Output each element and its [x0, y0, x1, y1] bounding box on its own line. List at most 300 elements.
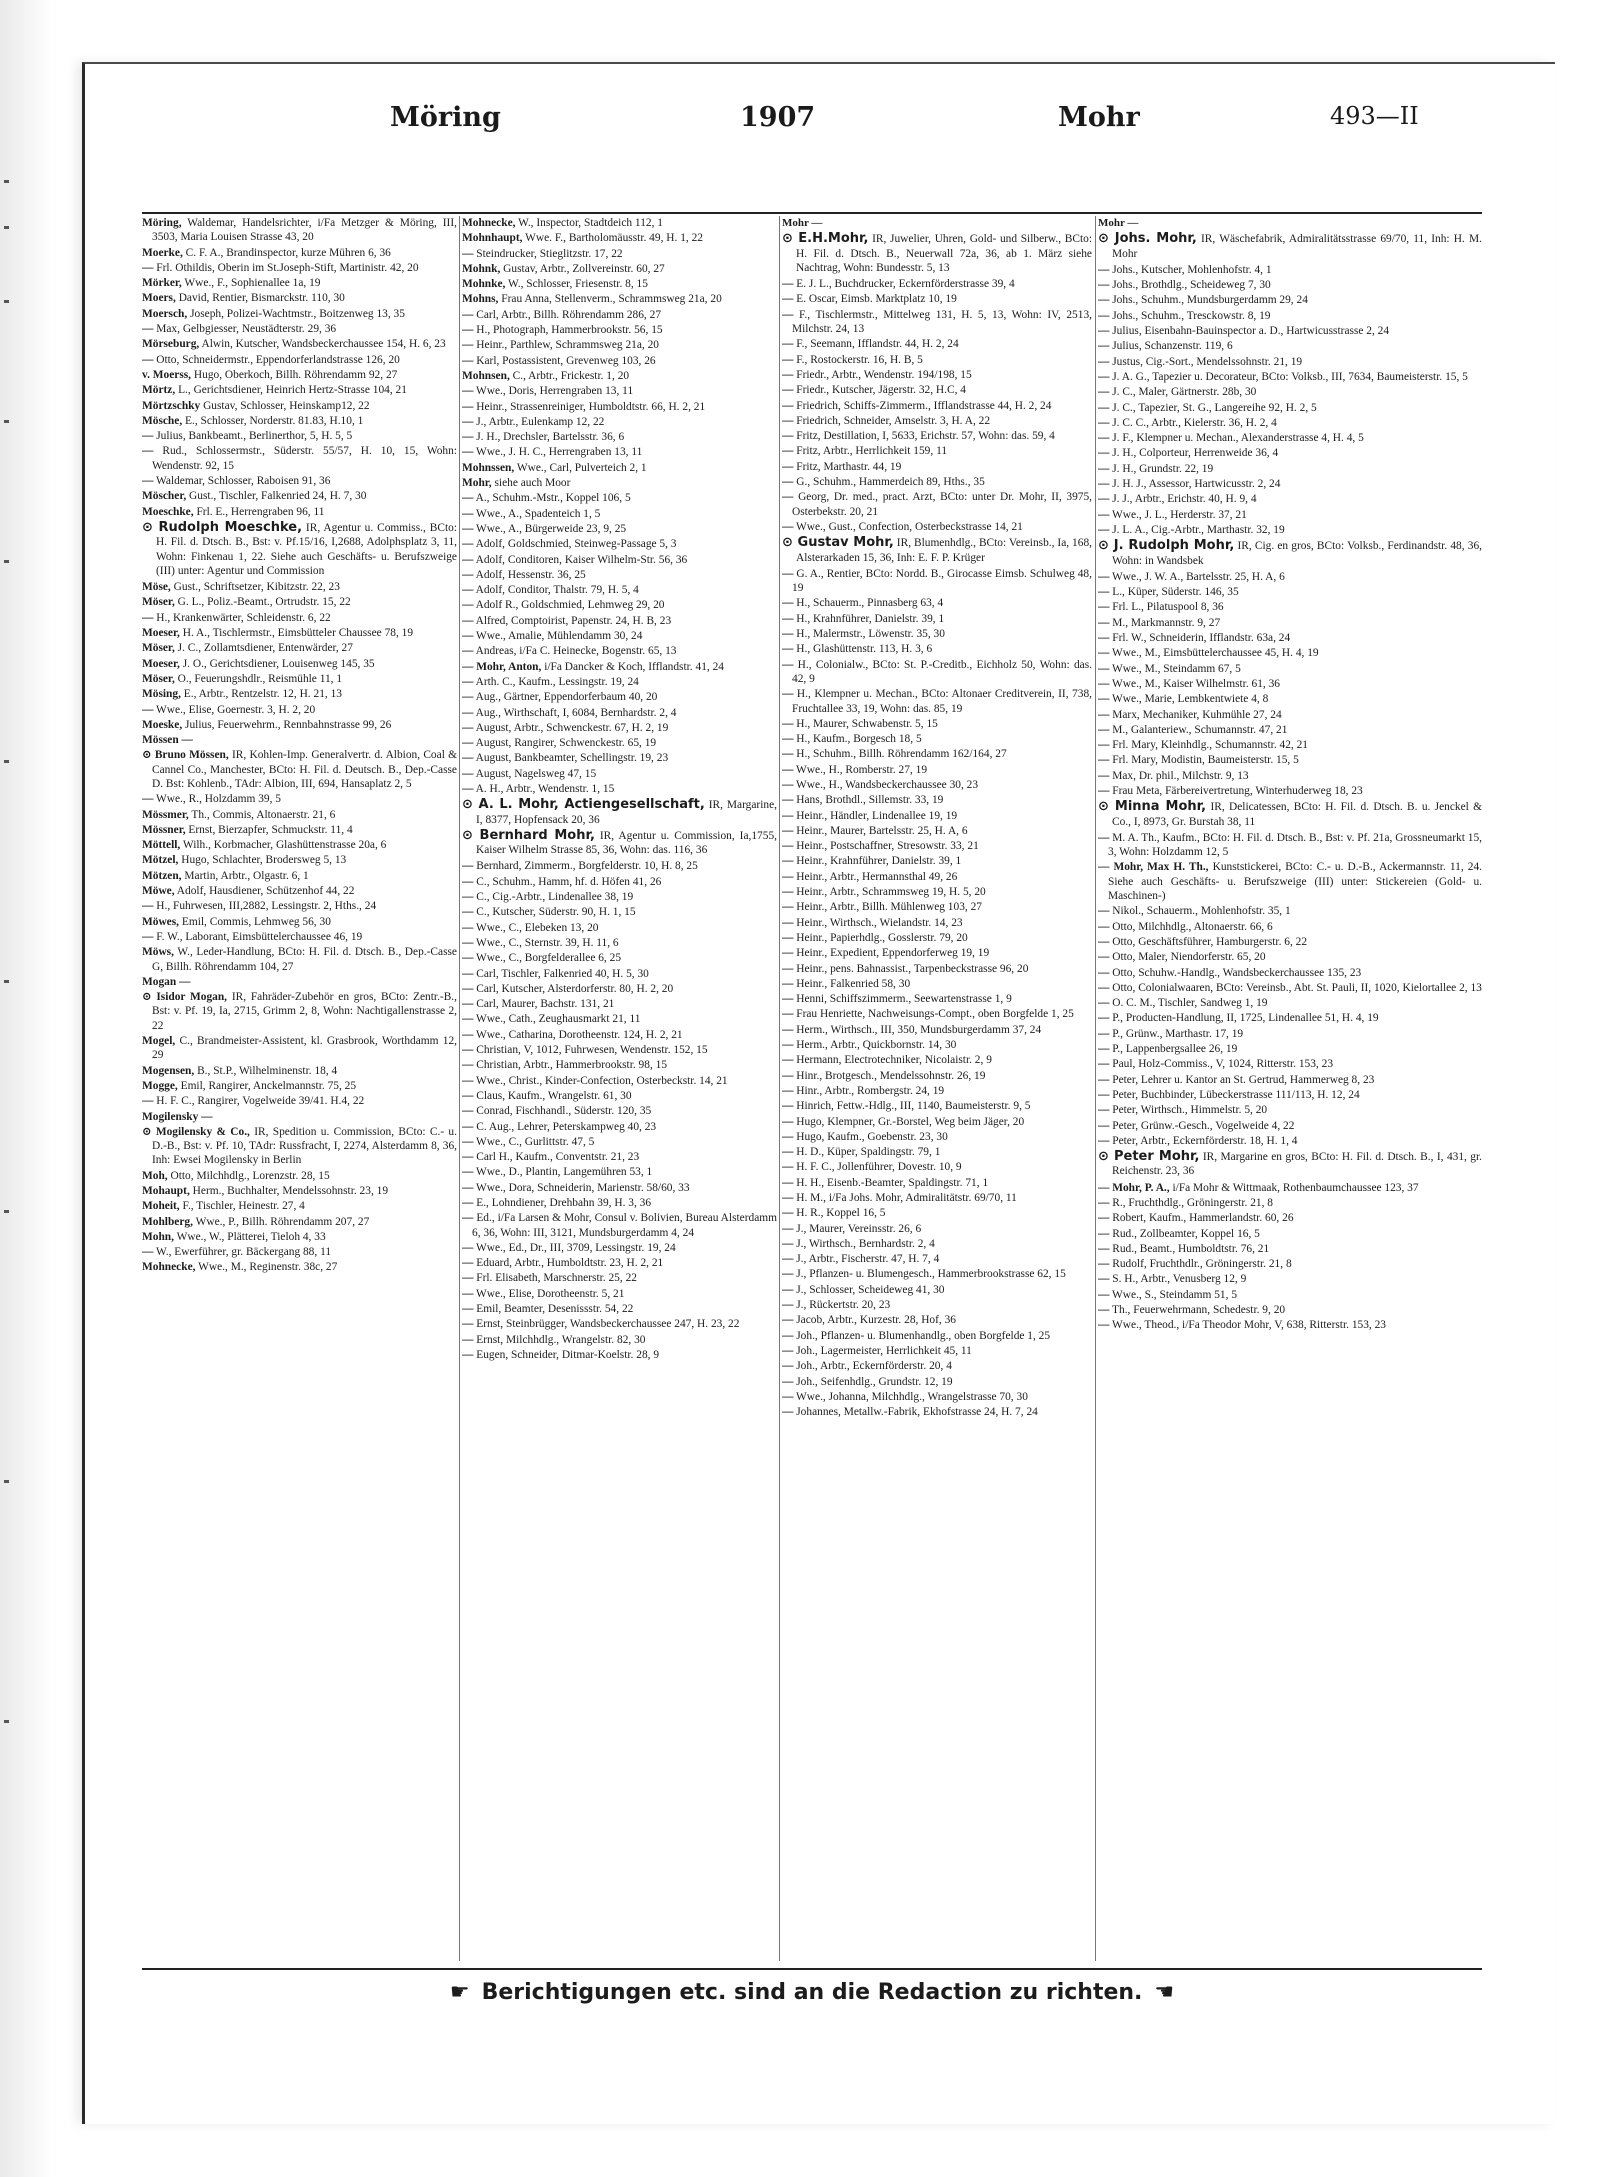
entry-text: J. C., Maler, Gärtnerstr. 28b, 30 [1112, 386, 1257, 399]
entry-text: IR, Kohlen-Imp. Generalvertr. d. Albion, Coal & Cannel Co., Manchester, BCto: H. Fil. d. Deutsch. B., Dep.-Casse D. Bst: Kohlenb., TAdr: Albion, III, 694, Hansaplatz 2, 5 [152, 749, 457, 790]
directory-entry [462, 690, 777, 704]
entry-text: H. F. C., Jollenführer, Dovestr. 10, 9 [796, 1161, 962, 1174]
entry-name: — [782, 1100, 794, 1113]
directory-entry [462, 782, 777, 796]
entry-name: Mogan — [142, 975, 191, 988]
entry-name: Moh, [142, 1169, 168, 1182]
entry-text: H., Colonialw., BCto: St. P.-Creditb., Eichholz 50, Wohn: das. 42, 9 [792, 658, 1092, 685]
entry-name: — [782, 308, 794, 321]
entry-text: J., Schlosser, Scheideweg 41, 30 [796, 1283, 945, 1296]
entry-name: ⊙ Mogilensky & Co., [142, 1125, 250, 1138]
entry-name: Möser, [142, 642, 175, 655]
entry-text: Fritz, Destillation, I, 5633, Erichstr. 57, Wohn: das. 59, 4 [796, 430, 1055, 443]
entry-text: Martin, Arbtr., Olgastr. 6, 1 [184, 869, 309, 882]
directory-entry [782, 946, 1092, 960]
directory-entry [462, 1302, 777, 1316]
entry-name: — [462, 1105, 474, 1118]
entry-name: — [462, 1151, 474, 1164]
entry-text: August, Rangirer, Schwenckestr. 65, 19 [475, 737, 657, 750]
entry-name: — [782, 643, 794, 656]
entry-text: L., Gerichtsdiener, Heinrich Hertz-Strasse 104, 21 [178, 384, 407, 397]
spine-mark [4, 560, 9, 563]
directory-entry [782, 1252, 1092, 1266]
entry-name: — [1098, 1212, 1110, 1225]
entry-text: G., Schuhm., Hammerdeich 89, Hths., 35 [796, 476, 985, 489]
entry-text: Ed., i/Fa Larsen & Mohr, Consul v. Bolivien, Bureau Alsterdamm 6, 36, Wohn: III, 3121, Mundsburgerdamm 4, 24 [472, 1212, 777, 1239]
entry-name: Möser, [142, 672, 175, 685]
entry-text: Eduard, Arbtr., Humboldtstr. 23, H. 2, 21 [476, 1257, 664, 1270]
directory-entry [782, 1206, 1092, 1220]
directory-entry [782, 1191, 1092, 1205]
entry-text: Otto, Geschäftsführer, Hamburgerstr. 6, 22 [1112, 935, 1308, 948]
entry-name: Mohlberg, [142, 1215, 193, 1228]
entry-name: — [462, 324, 474, 337]
directory-entry [462, 1348, 777, 1362]
directory-entry [142, 718, 457, 732]
directory-entry [1098, 293, 1482, 307]
entry-name: — [782, 1023, 794, 1036]
entry-name: — [462, 737, 474, 750]
directory-entry [782, 1329, 1092, 1343]
directory-entry [462, 1058, 777, 1072]
directory-entry [462, 247, 777, 261]
directory-entry [142, 383, 457, 397]
directory-entry [142, 322, 457, 336]
entry-text: Gustav, Schlosser, Heinskamp12, 22 [203, 399, 370, 412]
entry-text: Hinr., Brotgesch., Mendelssohnstr. 26, 19 [796, 1069, 986, 1082]
entry-name: — [782, 1161, 794, 1174]
entry-name: Möws, [142, 946, 174, 959]
entry-text: Arth. C., Kaufm., Lessingstr. 19, 24 [475, 675, 639, 688]
directory-entry [142, 915, 457, 929]
entry-text: G. A., Rentier, BCto: Nordd. B., Girocasse Eimsb. Schulweg 48, 19 [792, 567, 1092, 595]
directory-entry [1098, 631, 1482, 645]
directory-entry [782, 1145, 1092, 1159]
entry-name: — [1098, 309, 1110, 322]
directory-entry [462, 997, 777, 1011]
directory-entry [142, 672, 457, 686]
entry-text: H. F. C., Rangirer, Vogelweide 39/41. H.4, 22 [156, 1095, 365, 1108]
entry-text: J. H., Grundstr. 22, 19 [1112, 462, 1214, 475]
entry-name: — [1098, 416, 1110, 429]
entry-name: — [462, 584, 474, 597]
entry-name: — [462, 706, 474, 719]
directory-entry [462, 430, 777, 444]
entry-text: C. F. A., Brandinspector, kurze Mühren 6, 36 [185, 246, 391, 259]
entry-name: — [782, 1375, 794, 1388]
directory-entry [142, 930, 457, 944]
entry-text: H., Schuhm., Billh. Röhrendamm 162/164, 27 [796, 748, 1007, 761]
directory-entry [142, 838, 457, 852]
entry-text: Rud., Zollbeamter, Koppel 16, 5 [1112, 1227, 1260, 1240]
directory-entry [782, 520, 1092, 534]
entry-text: F., Seemann, Ifflandstr. 44, H. 2, 24 [796, 338, 959, 351]
directory-entry [142, 489, 457, 503]
entry-name: Mohnssen, [462, 461, 515, 474]
directory-entry [1098, 539, 1482, 568]
entry-text: M. A. Th., Kaufm., BCto: H. Fil. d. Dtsch. B., Bst: v. Pf. 21a, Grossneumarkt 15, 3, Wohn: Holzdamm 12, 5 [1108, 831, 1482, 859]
directory-entry [142, 505, 457, 519]
directory-entry [782, 1313, 1092, 1327]
entry-name: — [462, 936, 474, 949]
entry-text: L., Küper, Süderstr. 146, 35 [1112, 586, 1239, 599]
entry-name: — [1098, 616, 1110, 629]
entry-name: — [1098, 1242, 1110, 1255]
directory-entry [1098, 1119, 1482, 1133]
entry-text: Hugo, Klempner, Gr.-Borstel, Weg beim Jäger, 20 [796, 1115, 1025, 1128]
entry-text: J., Arbtr., Eulenkamp 12, 22 [476, 415, 605, 428]
entry-text: J., Maurer, Vereinsstr. 26, 6 [796, 1222, 922, 1235]
entry-name: — [462, 921, 474, 934]
entry-name: — Mohr, Anton, [462, 660, 542, 673]
directory-entry [462, 308, 777, 322]
header-first-name: Möring [390, 102, 501, 133]
entry-name: — [462, 982, 474, 995]
spine-mark [4, 760, 9, 763]
directory-entry [1098, 401, 1482, 415]
entry-name: — [462, 354, 474, 367]
directory-entry [462, 706, 777, 720]
entry-name: — [1098, 966, 1110, 979]
entry-text: Otto, Maler, Niendorferstr. 65, 20 [1112, 951, 1266, 964]
entry-name: — [782, 1008, 794, 1021]
directory-entry [462, 936, 777, 950]
directory-entry [462, 1120, 777, 1134]
entry-text: Joh., Lagermeister, Herrlichkeit 45, 11 [796, 1344, 972, 1357]
entry-text: Herm., Buchhalter, Mendelssohnstr. 23, 19 [192, 1185, 389, 1197]
entry-text: W., Schlosser, Friesenstr. 8, 15 [508, 278, 648, 291]
entry-name: — [462, 492, 474, 505]
directory-entry [142, 1230, 457, 1244]
entry-name: Möscher, [142, 490, 187, 503]
entry-name: Mössner, [142, 823, 186, 836]
entry-text: Georg, Dr. med., pract. Arzt, BCto: unter Dr. Mohr, II, 3975, Osterbekstr. 20, 21 [792, 491, 1092, 518]
directory-entry [462, 921, 777, 935]
entry-name: — [1098, 1273, 1110, 1286]
entry-name: — [1098, 920, 1110, 933]
directory-entry [1098, 1288, 1482, 1302]
directory-entry [782, 1099, 1092, 1113]
directory-entry [462, 537, 777, 551]
entry-text: Friedrich, Schneider, Amselstr. 3, H. A, 22 [796, 414, 991, 427]
entry-name: Mohnsen, [462, 369, 510, 382]
directory-entry [462, 675, 777, 689]
directory-entry [782, 870, 1092, 884]
directory-entry [1098, 1011, 1482, 1025]
entry-name: — [782, 491, 794, 504]
directory-entry [462, 890, 777, 904]
entry-name: — [782, 977, 794, 990]
entry-text: O. C. M., Tischler, Sandweg 1, 19 [1112, 997, 1268, 1010]
entry-text: Wwe., J. W. A., Bartelsstr. 25, H. A, 6 [1112, 570, 1285, 583]
entry-text: IR, Spedition u. Commission, BCto: C.- u. D.-B., Bst: v. Pf. 10, TAdr: Russfracht, I, 2274, Alsterdamm 8, 36, Inh: Ewsei Mogilensky in Berlin [152, 1125, 457, 1167]
entry-name: Mösche, [142, 414, 183, 427]
entry-name: — [1098, 1119, 1110, 1132]
directory-entry [142, 368, 457, 382]
entry-text: H., Krankenwärter, Schleidenstr. 6, 22 [156, 611, 331, 624]
entry-name: — [142, 445, 154, 458]
directory-entry [1098, 920, 1482, 934]
entry-text: Johs., Schuhm., Tresckowstr. 8, 19 [1112, 309, 1271, 322]
entry-name: Moeske, [142, 718, 183, 731]
entry-text: F., Rostockerstr. 16, H. B, 5 [796, 353, 923, 366]
directory-entry [782, 717, 1092, 731]
entry-name: — [782, 520, 794, 533]
entry-name: ⊙ A. L. Mohr, Actiengesellschaft, [462, 797, 705, 813]
entry-name: — [1098, 754, 1110, 767]
directory-entry [782, 763, 1092, 777]
entry-name: — [462, 998, 474, 1011]
directory-entry [142, 990, 457, 1033]
directory-entry [782, 475, 1092, 489]
entry-text: Aug., Wirthschaft, I, 6084, Bernhardstr. 2, 4 [475, 706, 677, 719]
directory-entry [1098, 753, 1482, 767]
directory-entry [782, 368, 1092, 382]
entry-name: — [782, 870, 794, 883]
entry-name: — [462, 385, 474, 398]
entry-text: Heinr., Wirthsch., Wielandstr. 14, 23 [796, 916, 963, 929]
entry-name: — [782, 414, 794, 427]
directory-entry [142, 641, 457, 655]
entry-name: — [462, 1089, 474, 1102]
directory-entry [142, 246, 457, 260]
entry-text: Adolf, Conditor, Thalstr. 79, H. 5, 4 [475, 584, 639, 597]
directory-entry [1098, 370, 1482, 384]
entry-name: — [1098, 1027, 1110, 1040]
entry-name: — [1098, 1088, 1110, 1101]
entry-name: — [1098, 355, 1110, 368]
entry-text: Wwe., J. L., Herderstr. 37, 21 [1112, 508, 1247, 521]
entry-name: — [1098, 739, 1110, 752]
directory-entry [782, 444, 1092, 458]
directory-entry [1098, 1272, 1482, 1286]
directory-entry [782, 414, 1092, 428]
directory-entry [782, 809, 1092, 823]
entry-text: J. C., Zollamtsdiener, Entenwärder, 27 [177, 642, 353, 655]
entry-name: — [1098, 1012, 1110, 1025]
entry-text: Adolf, Hausdiener, Schützenhof 44, 22 [176, 885, 355, 898]
directory-entry [782, 1115, 1092, 1129]
entry-text: Wwe., Cath., Zeughausmarkt 21, 11 [476, 1013, 641, 1026]
entry-text: Heinr., Arbtr., Billh. Mühlenweg 103, 27 [796, 901, 982, 914]
entry-name: — [782, 733, 794, 746]
directory-entry [462, 384, 777, 398]
directory-entry [142, 945, 457, 974]
directory-entry [142, 291, 457, 305]
directory-entry [1098, 462, 1482, 476]
entry-name: — [462, 1044, 474, 1057]
directory-entry [142, 276, 457, 290]
entry-name: Moheit, [142, 1200, 180, 1213]
entry-text: E., Arbtr., Rentzelstr. 12, H. 21, 13 [183, 688, 342, 701]
entry-text: IR, Delicatessen, BCto: H. Fil. d. Dtsch. B. u. Jenckel & Co., I, 8973, Gr. Burstah 38, 11 [1112, 801, 1482, 828]
directory-entry [1098, 981, 1482, 995]
directory-entry [1098, 738, 1482, 752]
spine-mark [4, 980, 9, 983]
entry-text: Paul, Holz-Commiss., V, 1024, Ritterstr. 153, 23 [1112, 1058, 1334, 1071]
entry-text: Henni, Schiffszimmerm., Seewartenstrasse 1, 9 [796, 993, 1012, 1006]
entry-name: — [782, 748, 794, 761]
entry-name: — [1098, 997, 1110, 1010]
entry-text: Wwe., Marie, Lembkentwiete 4, 8 [1112, 693, 1269, 706]
directory-entry [462, 1256, 777, 1270]
entry-text: Jacob, Arbtr., Kurzestr. 28, Hof, 36 [796, 1314, 957, 1327]
entry-text: H., Malermstr., Löwenstr. 35, 30 [796, 628, 945, 641]
entry-name: — [462, 1197, 474, 1209]
entry-name: — [1098, 831, 1110, 844]
directory-entry [1098, 446, 1482, 460]
entry-name: — [782, 840, 794, 853]
directory-entry [1098, 860, 1482, 903]
directory-entry [782, 1267, 1092, 1281]
directory-entry [462, 277, 777, 291]
entry-text: Hinr., Arbtr., Rombergstr. 24, 19 [796, 1084, 945, 1097]
entry-name: — [782, 1146, 794, 1159]
directory-entry [142, 1094, 457, 1108]
footer-notice [142, 1980, 1482, 2005]
directory-entry [142, 353, 457, 367]
directory-entry [782, 308, 1092, 337]
directory-entry [782, 490, 1092, 519]
directory-entry [462, 1271, 777, 1285]
directory-entry [1098, 769, 1482, 783]
entry-name: — [462, 247, 474, 260]
directory-column-4 [1098, 216, 1482, 1961]
directory-entry [462, 445, 777, 459]
directory-entry [462, 982, 777, 996]
spine-mark [4, 300, 9, 303]
entry-text: H., Photograph, Hammerbrookstr. 56, 15 [476, 324, 663, 337]
entry-name: — [462, 906, 474, 919]
directory-entry [782, 1069, 1092, 1083]
entry-text: Wwe., M., Kaiser Wilhelmstr. 61, 36 [1112, 677, 1280, 690]
entry-text: Joh., Pflanzen- u. Blumenhandlg., oben Borgfelde 1, 25 [796, 1329, 1051, 1342]
entry-text: Alfred, Comptoirist, Papenstr. 24, H. B, 23 [475, 614, 672, 627]
entry-text: Wwe., H., Wandsbeckerchaussee 30, 23 [796, 778, 979, 791]
directory-entry [782, 793, 1092, 807]
directory-entry [462, 767, 777, 781]
entry-name: ⊙ Bruno Mössen, [142, 749, 229, 762]
directory-entry [1098, 385, 1482, 399]
entry-name: — [1098, 935, 1110, 948]
entry-name: — [142, 611, 154, 624]
entry-text: J. F., Klempner u. Mechan., Alexanderstrasse 4, H. 4, 5 [1112, 432, 1364, 445]
entry-text: Wwe., S., Steindamm 51, 5 [1112, 1288, 1238, 1301]
directory-entry [1098, 523, 1482, 537]
directory-entry [782, 962, 1092, 976]
entry-text: Herm., Wirthsch., III, 350, Mundsburgerdamm 37, 24 [796, 1023, 1042, 1036]
directory-entry [1098, 723, 1482, 737]
entry-text: Otto, Schneidermstr., Eppendorferlandstrasse 126, 20 [156, 353, 400, 366]
directory-entry [782, 1359, 1092, 1373]
entry-name: — [782, 476, 794, 489]
directory-entry [782, 353, 1092, 367]
entry-name: — [1098, 632, 1110, 645]
entry-text: P., Producten-Handlung, II, 1725, Lindenallee 51, H. 4, 19 [1112, 1012, 1379, 1025]
directory-entry [1098, 692, 1482, 706]
entry-name: — [462, 1333, 474, 1346]
entry-name: — [142, 430, 154, 443]
entry-text: Heinr., Papierhdlg., Gosslerstr. 79, 20 [796, 931, 968, 944]
entry-name: — [782, 628, 794, 641]
directory-entry [782, 992, 1092, 1006]
directory-entry [1098, 1057, 1482, 1071]
entry-text: Wwe., Christ., Kinder-Confection, Osterbeckstr. 14, 21 [476, 1074, 728, 1087]
entry-name: ⊙ J. Rudolph Mohr, [1098, 538, 1235, 554]
entry-name: — [462, 952, 474, 965]
entry-text: E. Oscar, Eimsb. Marktplatz 10, 19 [796, 293, 957, 306]
directory-entry [142, 1064, 457, 1078]
directory-entry [782, 1130, 1092, 1144]
entry-text: Johs., Brothdlg., Scheideweg 7, 30 [1112, 279, 1271, 292]
directory-entry [782, 916, 1092, 930]
entry-name: — [1098, 508, 1110, 521]
entry-name: — [462, 630, 474, 643]
directory-entry [142, 399, 457, 413]
entry-text: Wwe., Theod., i/Fa Theodor Mohr, V, 638, Ritterstr. 153, 23 [1112, 1319, 1387, 1332]
entry-name: — [782, 460, 794, 473]
directory-entry [462, 1089, 777, 1103]
directory-entry [782, 900, 1092, 914]
entry-text: IR, Agentur u. Commission, Ia,1755, Kaiser Wilhelm Strasse 85, 36, Wohn: das. 116, 36 [476, 829, 777, 857]
directory-entry [462, 1028, 777, 1042]
entry-name: Mötzen, [142, 869, 182, 882]
entry-text: siehe auch Moor [494, 477, 571, 490]
entry-text: August, Nagelsweg 47, 15 [475, 767, 597, 780]
entry-name: ⊙ Isidor Mogan, [142, 991, 228, 1004]
directory-entry [782, 1053, 1092, 1067]
entry-name: — [782, 430, 794, 443]
entry-text: Wwe., A., Spadenteich 1, 5 [476, 507, 601, 520]
entry-name: — [462, 721, 474, 734]
entry-text: Christian, Arbtr., Hammerbrookstr. 98, 15 [476, 1059, 668, 1072]
entry-name: — [1098, 279, 1110, 292]
entry-name: — [782, 824, 794, 837]
entry-name: — [142, 323, 154, 336]
entry-name: — [1098, 723, 1110, 736]
entry-text: Emil, Beamter, Desenissstr. 54, 22 [476, 1303, 634, 1316]
directory-entry [142, 823, 457, 837]
entry-name: — [462, 875, 474, 888]
directory-entry [142, 414, 457, 428]
entry-name: — [1098, 478, 1110, 491]
directory-entry [1098, 431, 1482, 445]
entry-name: — [462, 538, 474, 551]
directory-entry [1098, 492, 1482, 506]
directory-entry [782, 612, 1092, 626]
entry-name: — [462, 860, 474, 873]
entry-text: Frau Anna, Stellenverm., Schrammsweg 21a, 20 [501, 293, 722, 306]
entry-text: P., Lappenbergsallee 26, 19 [1112, 1043, 1238, 1056]
directory-entry [142, 261, 457, 275]
entry-text: IR, Agentur u. Commiss., BCto: H. Fil. d. Dtsch. B., Bst: v. Pf.15/16, I,2688, Adolphsplatz 3, 11, Wohn: Finkenau 1, 22. Siehe auch Geschäfts- u. Berufszweige (III) unter: Agentur und Commission [156, 521, 457, 577]
entry-name: — [1098, 1134, 1110, 1147]
entry-name: — [782, 1222, 794, 1235]
directory-entry [142, 611, 457, 625]
pointing-hand-icon: ☚ [1154, 1980, 1175, 2005]
entry-text: Gust., Tischler, Falkenried 24, H. 7, 30 [189, 490, 367, 503]
entry-name: Mohaupt, [142, 1185, 190, 1197]
directory-entry [142, 337, 457, 351]
entry-text: J., Wirthsch., Bernhardstr. 2, 4 [796, 1237, 935, 1250]
entry-name: — [782, 688, 794, 701]
entry-text: Frl. Mary, Kleinhdlg., Schumannstr. 42, 21 [1112, 739, 1308, 752]
entry-text: Fritz, Arbtr., Herrlichkeit 159, 11 [796, 445, 948, 458]
entry-name: Mohnhaupt, [462, 232, 523, 245]
directory-entry [1098, 324, 1482, 338]
directory-entry [462, 476, 777, 490]
entry-text: Heinr., Parthlew, Schrammsweg 21a, 20 [476, 339, 659, 352]
